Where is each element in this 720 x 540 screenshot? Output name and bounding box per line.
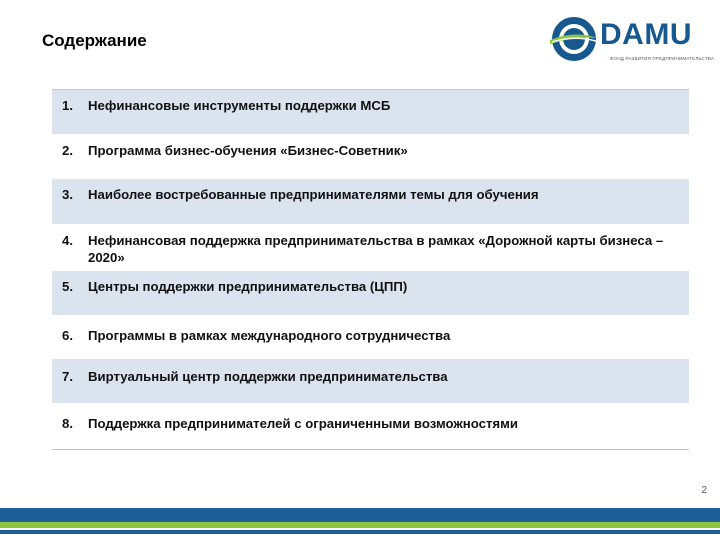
toc-item-text: Программа бизнес-обучения «Бизнес-Советник» [88, 143, 408, 158]
footer-stripe-blue [0, 508, 720, 522]
page-title: Содержание [42, 31, 147, 50]
toc-item-text: Нефинансовая поддержка предпринимательства в рамках «Дорожной карты бизнеса – 2020» [88, 233, 664, 265]
toc-item-7[interactable] [52, 359, 689, 403]
table-of-contents [52, 89, 689, 450]
toc-item-text: Программы в рамках международного сотрудничества [88, 328, 451, 343]
logo-wordmark: DAMU [600, 18, 692, 51]
toc-item-4[interactable] [52, 224, 689, 271]
toc-item-number: 2. [62, 143, 73, 158]
toc-item-1[interactable] [52, 90, 689, 134]
toc-item-number: 3. [62, 187, 73, 202]
footer-stripe-blue-thin [0, 530, 720, 534]
toc-item-number: 4. [62, 233, 73, 248]
toc-item-5[interactable] [52, 271, 689, 315]
toc-item-number: 1. [62, 98, 73, 113]
toc-item-number: 5. [62, 279, 73, 294]
toc-item-3[interactable] [52, 179, 689, 224]
damu-logo-mark-icon [548, 14, 600, 64]
toc-item-number: 6. [62, 328, 73, 343]
toc-item-text: Центры поддержки предпринимательства (ЦПП) [88, 279, 408, 294]
logo-tagline: ФОНД РАЗВИТИЯ ПРЕДПРИНИМАТЕЛЬСТВА [610, 56, 715, 61]
footer-stripe-green [0, 522, 720, 528]
toc-item-6[interactable] [52, 315, 689, 359]
toc-item-text: Нефинансовые инструменты поддержки МСБ [88, 98, 391, 113]
toc-item-number: 7. [62, 369, 73, 384]
toc-item-text: Поддержка предпринимателей с ограниченными возможностями [88, 416, 518, 431]
toc-item-number: 8. [62, 416, 73, 431]
toc-item-2[interactable] [52, 134, 689, 179]
toc-item-8[interactable] [52, 403, 689, 450]
toc-item-text: Виртуальный центр поддержки предпринимательства [88, 369, 448, 384]
page-number: 2 [701, 485, 707, 496]
toc-item-text: Наиболее востребованные предпринимателями темы для обучения [88, 187, 539, 202]
damu-logo [548, 14, 715, 64]
